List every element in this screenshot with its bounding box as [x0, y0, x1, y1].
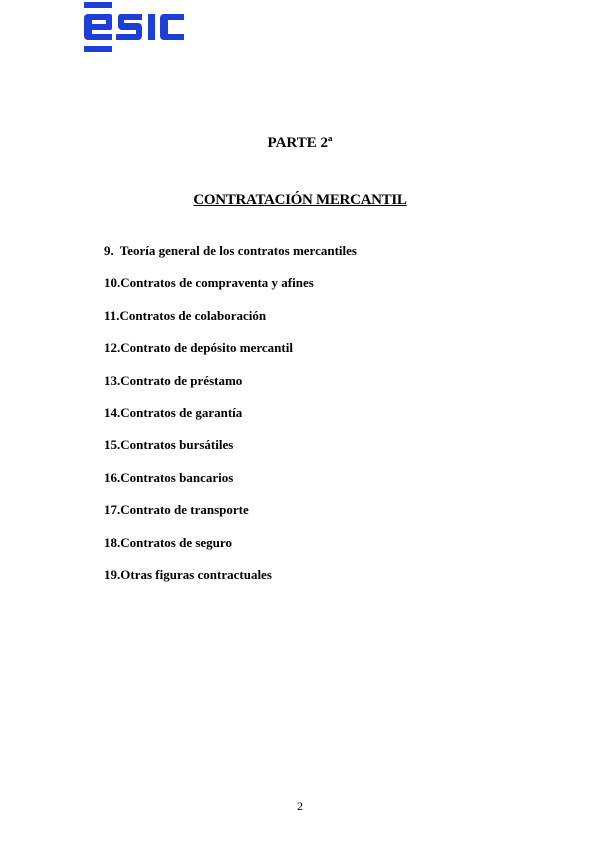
esic-logo-mark [84, 0, 186, 60]
toc-item-number: 16. [104, 469, 121, 485]
toc-item [104, 533, 357, 565]
toc-item [104, 403, 357, 435]
toc-item-number: 19. [104, 566, 121, 582]
toc-item-label: Contratos bursátiles [120, 437, 234, 453]
toc-item-number: 10. [104, 275, 121, 291]
toc-item-label: Contratos de garantía [120, 404, 243, 420]
toc-item-label: Contratos de compraventa y afines [120, 275, 314, 291]
toc-item [104, 435, 357, 467]
toc-item [104, 306, 357, 338]
toc-item-number: 9. [104, 243, 114, 258]
toc-item [104, 371, 357, 403]
part-title: PARTE 2ª [267, 135, 333, 151]
table-of-contents [104, 241, 357, 597]
toc-item-label: Contratos bancarios [120, 469, 234, 485]
toc-item [104, 500, 357, 532]
toc-item [104, 241, 357, 273]
toc-item-number: 14. [104, 404, 121, 420]
toc-item-number: 13. [104, 372, 121, 388]
toc-item-label: Contrato de depósito mercantil [120, 340, 293, 356]
toc-item-number: 12. [104, 340, 121, 356]
toc-item-label: Teoría general de los contratos mercantiles [119, 243, 357, 258]
toc-item-number: 17. [104, 502, 121, 518]
section-title: CONTRATACIÓN MERCANTIL [193, 192, 407, 208]
toc-item-number: 15. [104, 437, 121, 453]
toc-item-label: Otras figuras contractuales [120, 566, 272, 582]
toc-item [104, 468, 357, 500]
page-number: 2 [297, 799, 303, 813]
toc-item [104, 565, 357, 597]
esic-logo [84, 0, 186, 60]
toc-item-label: Contrato de préstamo [120, 372, 243, 388]
toc-item-label: Contratos de seguro [120, 534, 232, 550]
toc-item-label: Contratos de colaboración [119, 307, 267, 323]
toc-item-number: 18. [104, 534, 121, 550]
toc-item [104, 338, 357, 370]
toc-item-number: 11. [104, 307, 120, 323]
toc-item [104, 273, 357, 305]
toc-item-label: Contrato de transporte [120, 502, 249, 518]
